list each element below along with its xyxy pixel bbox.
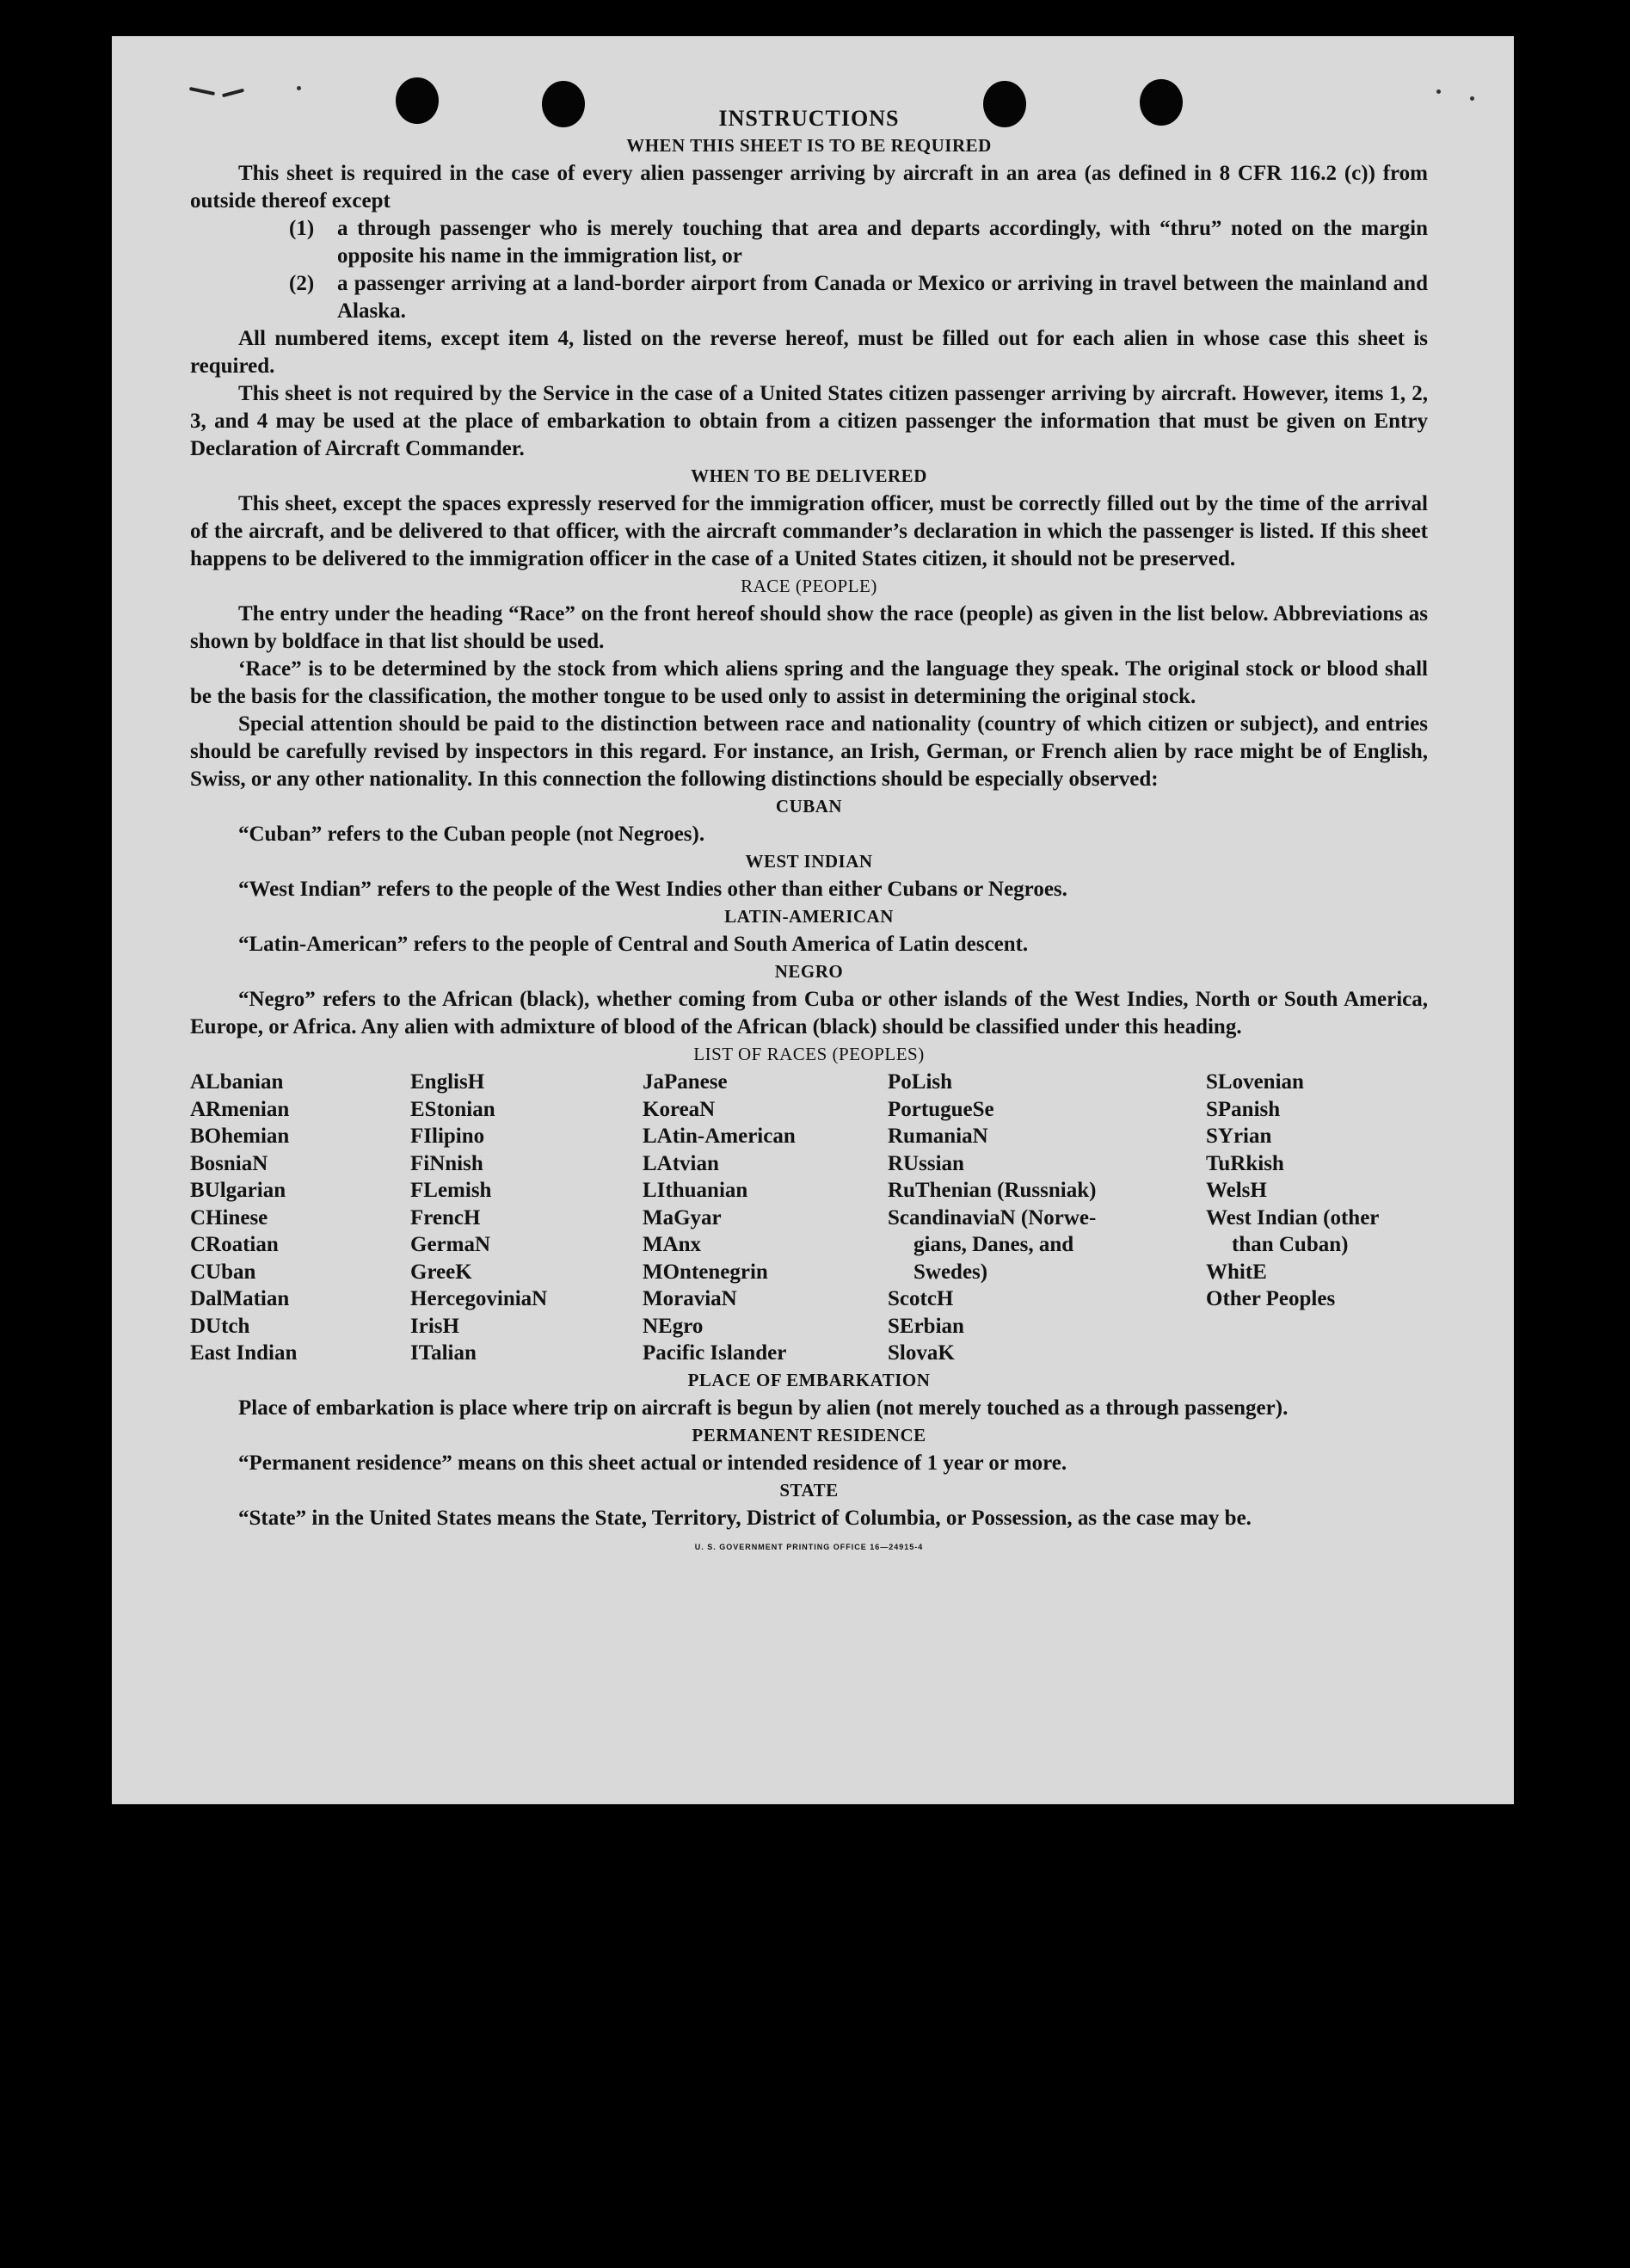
race-entry: HercegoviniaN [410,1287,548,1310]
race-entry: ITalian [410,1341,477,1365]
document-sheet [112,36,1514,1804]
race-entry: MaGyar [643,1205,722,1230]
section-heading-delivered: WHEN TO BE DELIVERED [691,465,927,486]
race-entry: SlovaK [888,1341,955,1365]
race-entry: RumaniaN [888,1125,988,1148]
race-entry: ALbanian [190,1070,284,1094]
race-entry: MoraviaN [643,1287,737,1310]
section-heading-west-indian: WEST INDIAN [745,851,873,872]
race-column [190,1069,410,1367]
race-entry: SPanish [1206,1097,1281,1121]
race-entry: SLovenian [1206,1070,1304,1094]
paragraph: This sheet is not required by the Service in the case of a United States citizen passenger arriving by aircraft. However, items 1, 2, 3, and 4 may be used at the place of embarkation to obtain from a citizen passenger the information that must be given on Entry Declaration of Aircraft Commander. [190,382,1428,460]
race-entry: MAnx [643,1233,702,1256]
race-entry: EStonian [410,1097,495,1121]
page-title: INSTRUCTIONS [718,106,900,131]
section-heading-residence: PERMANENT RESIDENCE [692,1424,926,1445]
race-entry: West Indian (other [1206,1205,1380,1230]
paragraph: This sheet is required in the case of every alien passenger arriving by aircraft in an area (as defined in 8 CFR 116.2 (c)) from outside thereof except [190,162,1428,213]
race-column [888,1069,1206,1367]
race-entry: FrencH [410,1205,481,1230]
section-heading-state: STATE [779,1479,839,1501]
paragraph: “Permanent residence” means on this sheet actual or intended residence of 1 year or more. [238,1451,1067,1475]
printer-imprint: U. S. GOVERNMENT PRINTING OFFICE 16—24915-4 [694,1542,924,1551]
race-entry: TuRkish [1206,1151,1284,1175]
race-entry: LIthuanian [643,1179,748,1202]
list-item [289,215,1428,270]
ink-mark [189,87,215,96]
list-item [289,270,1428,325]
race-column [410,1069,643,1367]
race-entry: BOhemian [190,1125,290,1148]
race-entry: Other Peoples [1206,1287,1336,1310]
race-entry: than Cuban) [1232,1233,1349,1256]
race-entry: ScotcH [888,1287,954,1310]
race-entry: PortugueSe [888,1097,994,1121]
race-entry: SYrian [1206,1125,1272,1148]
race-entry: gians, Danes, and [913,1233,1074,1256]
race-entry: MOntenegrin [643,1260,768,1284]
race-entry: KoreaN [643,1097,716,1121]
paragraph: “Negro” refers to the African (black), whether coming from Cuba or other islands of the West Indies, North or South America, Europe, or Africa. Any alien with admixture of blood of the African (black) should be classified under this heading. [190,988,1428,1038]
race-entry: WelsH [1206,1179,1267,1202]
race-entry: SErbian [888,1314,964,1338]
section-heading-race: RACE (PEOPLE) [741,576,877,596]
race-entry: Swedes) [913,1260,988,1284]
section-heading-cuban: CUBAN [775,796,843,817]
paragraph: “Cuban” refers to the Cuban people (not Negroes). [238,823,705,846]
section-heading-latin-american: LATIN-AMERICAN [724,906,894,927]
race-entry: RUssian [888,1151,964,1175]
speck [1470,96,1474,101]
paragraph: Place of embarkation is place where trip on aircraft is begun by alien (not merely touched as a through passenger). [238,1396,1289,1420]
speck [297,86,301,90]
race-entry: NEgro [643,1314,704,1338]
race-column [643,1069,888,1367]
race-entry: CUban [190,1260,256,1284]
race-entry: GermaN [410,1233,491,1256]
race-entry: GreeK [410,1260,472,1284]
race-entry: WhitE [1206,1260,1267,1284]
paragraph: ‘Race” is to be determined by the stock from which aliens spring and the language they speak. The original stock or blood shall be the basis for the classification, the mother tongue to be used only to assist in determining the original stock. [190,657,1428,708]
race-entry: EnglisH [410,1070,485,1094]
instructions-content [190,106,1428,1551]
race-list [190,1069,1428,1367]
race-entry: CRoatian [190,1233,279,1256]
race-entry: DUtch [190,1314,250,1338]
race-entry: LAtvian [643,1151,719,1175]
section-heading-embarkation: PLACE OF EMBARKATION [687,1369,931,1390]
race-entry: BUlgarian [190,1179,286,1202]
paragraph: “State” in the United States means the State, Territory, District of Columbia, or Possession, as the case may be. [238,1506,1252,1530]
item-number: (2) [289,272,315,295]
section-heading-negro: NEGRO [774,961,844,982]
race-entry: ARmenian [190,1097,290,1121]
speck [1436,89,1441,94]
paragraph: All numbered items, except item 4, listed on the reverse hereof, must be filled out for each alien in whose case this sheet is required. [190,327,1428,378]
race-entry: East Indian [190,1341,298,1365]
paragraph: Special attention should be paid to the distinction between race and nationality (country of which citizen or subject), and entries should be carefully revised by inspectors in this regard. For instance, an Irish, German, or French alien by race might be of English, Swiss, or any other nationality. In this connection the following distinctions should be especially observed: [190,712,1428,791]
race-entry: CHinese [190,1205,268,1230]
race-entry: FLemish [410,1179,492,1202]
race-entry: FiNnish [410,1151,483,1175]
race-entry: IrisH [410,1314,459,1338]
race-entry: LAtin-American [643,1125,796,1148]
item-text: a passenger arriving at a land-border airport from Canada or Mexico or arriving in travel between the mainland and Alaska. [337,272,1428,323]
paragraph: This sheet, except the spaces expressly reserved for the immigration officer, must be correctly filled out by the time of the arrival of the aircraft, and be delivered to that officer, with the aircraft commander’s declaration in which the passenger is listed. If this sheet happens to be delivered to the immigration officer in the case of a United States citizen, it should not be preserved. [190,492,1428,570]
item-number: (1) [289,217,315,240]
race-column [1206,1069,1428,1367]
paragraph: “Latin-American” refers to the people of Central and South America of Latin descent. [238,933,1029,956]
race-entry: BosniaN [190,1151,268,1175]
race-entry: Pacific Islander [643,1341,787,1365]
item-text: a through passenger who is merely touching that area and departs accordingly, with “thru” noted on the margin opposite his name in the immigration list, or [337,217,1428,268]
race-entry: DalMatian [190,1287,290,1310]
race-entry: FIlipino [410,1125,485,1148]
race-entry: ScandinaviaN (Norwe- [888,1205,1097,1230]
race-entry: PoLish [888,1070,953,1094]
race-entry: JaPanese [643,1070,728,1094]
section-heading-race-list: LIST OF RACES (PEOPLES) [693,1044,925,1064]
race-entry: RuThenian (Russniak) [888,1179,1097,1202]
paragraph: The entry under the heading “Race” on the front hereof should show the race (people) as given in the list below. Abbreviations as shown by boldface in that list should be used. [190,602,1428,653]
ink-mark [222,89,244,98]
section-heading-required: WHEN THIS SHEET IS TO BE REQUIRED [626,135,992,156]
paragraph: “West Indian” refers to the people of the West Indies other than either Cubans or Negroes. [238,878,1067,901]
